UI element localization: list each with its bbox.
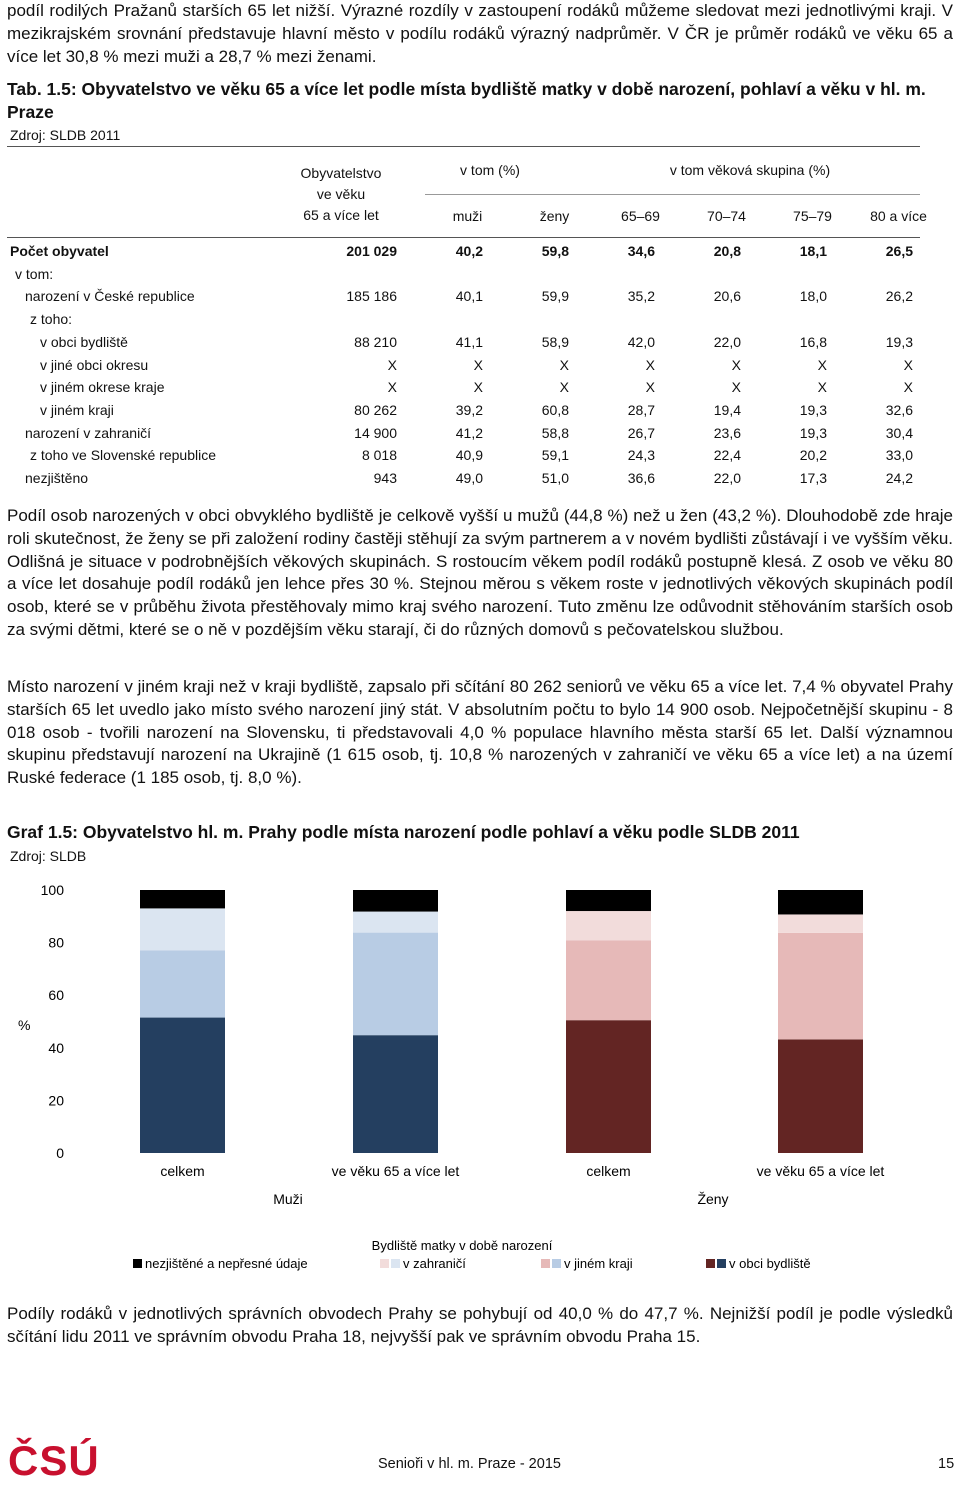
- table-cell: 42,0: [627, 333, 655, 350]
- bar-segment: [140, 1018, 225, 1153]
- legend-title: Bydliště matky v době narození: [371, 1238, 553, 1253]
- table-row-label: Počet obyvatel: [10, 243, 109, 259]
- table-cell: 40,1: [455, 288, 483, 305]
- table-cell: 14 900: [354, 424, 397, 441]
- table-cell: X: [559, 356, 569, 373]
- x-category-label: celkem: [586, 1163, 631, 1179]
- table-cell: 40,9: [455, 447, 483, 464]
- table-cell: 22,4: [713, 447, 741, 464]
- table-cell: 33,0: [885, 447, 913, 464]
- chart-source: Zdroj: SLDB: [10, 848, 87, 864]
- table-cell: 19,3: [799, 401, 827, 418]
- table-row-label: v jiné obci okresu: [40, 356, 149, 373]
- table-cell: 36,6: [627, 470, 655, 486]
- column-header: ženy: [539, 208, 570, 224]
- table-cell: 8 018: [361, 447, 397, 464]
- table-row-label: z toho:: [30, 311, 73, 328]
- table-cell: 18,0: [799, 288, 827, 305]
- table-cell: 19,3: [885, 333, 913, 350]
- bar-segment: [353, 912, 438, 933]
- table-cell: 35,2: [627, 288, 655, 305]
- table-row-label: v obci bydliště: [40, 333, 128, 350]
- bar-segment: [778, 933, 863, 1040]
- table-header-rule: [425, 194, 920, 195]
- legend-swatch: [391, 1259, 400, 1268]
- x-category-label: ve věku 65 a více let: [756, 1163, 885, 1179]
- intro-paragraph: podíl rodilých Pražanů starších 65 let nižší. Výrazné rozdíly v zastoupení rodáků můžeme sledovat mezi jednotlivými kraji. V mezikrajském srovnání představuje hlavní město v podílu rodáků výrazný nadprůměr. V ČR je průměr rodáků ve věku 65 a více let 30,8 % mezi muži a 28,7 % mezi ženami.: [7, 1, 953, 66]
- column-header: 80 a více: [870, 208, 927, 224]
- table-cell: 28,7: [627, 401, 655, 418]
- y-tick-label: 60: [48, 987, 64, 1004]
- table-cell: 34,6: [627, 243, 655, 259]
- table-cell: 20,2: [799, 447, 827, 464]
- table-cell: X: [473, 356, 483, 373]
- table-cell: 59,1: [541, 447, 569, 464]
- table-cell: 20,8: [713, 243, 741, 259]
- bar-segment: [353, 1035, 438, 1153]
- y-tick-label: 0: [56, 1145, 64, 1161]
- table-row-label: narození v České republice: [25, 288, 195, 305]
- stacked-bar-chart: [0, 870, 960, 1280]
- table-cell: 59,8: [541, 243, 569, 259]
- table-cell: X: [559, 379, 569, 396]
- y-tick-label: 80: [48, 934, 64, 951]
- table-cell: 49,0: [455, 470, 483, 486]
- bar-segment: [353, 890, 438, 912]
- table-cell: 185 186: [346, 288, 397, 305]
- table-row-label: v tom:: [15, 265, 54, 282]
- table-row-label: nezjištěno: [25, 470, 89, 486]
- chart-caption: Graf 1.5: Obyvatelstvo hl. m. Prahy podle místa narození podle pohlaví a věku podle SLDB 2011: [7, 822, 800, 842]
- legend-label: v jiném kraji: [564, 1256, 633, 1271]
- table-cell: X: [473, 379, 483, 396]
- table-cell: 23,6: [713, 424, 741, 441]
- y-tick-label: 100: [40, 882, 64, 898]
- table-top-rule: [7, 146, 920, 147]
- footer-title: Senioři v hl. m. Praze - 2015: [378, 1456, 561, 1472]
- bar-segment: [566, 890, 651, 911]
- table-cell: 17,3: [799, 470, 827, 486]
- header-group-sex: v tom (%): [460, 162, 520, 178]
- column-header: 75–79: [793, 208, 832, 224]
- table-cell: X: [387, 379, 397, 396]
- table-cell: 24,2: [885, 470, 913, 486]
- table-cell: 51,0: [541, 470, 569, 486]
- bar-segment: [566, 940, 651, 1020]
- legend-swatch: [706, 1259, 715, 1268]
- legend-label: v obci bydliště: [729, 1256, 811, 1271]
- table-cell: 41,2: [455, 424, 483, 441]
- legend-swatch: [133, 1259, 142, 1268]
- bar-segment: [778, 1039, 863, 1153]
- y-axis-label: %: [18, 1017, 31, 1033]
- table-row-label: v jiném okrese kraje: [40, 379, 165, 396]
- table-cell: 16,8: [799, 333, 827, 350]
- y-tick-label: 40: [48, 1039, 64, 1056]
- table-cell: 943: [373, 470, 397, 486]
- x-category-label: ve věku 65 a více let: [331, 1163, 460, 1179]
- header-total: Obyvatelstvo ve věku 65 a více let: [300, 165, 382, 223]
- header-group-age: v tom věková skupina (%): [669, 162, 831, 178]
- table-cell: X: [817, 356, 827, 373]
- table-row-label: narození v zahraničí: [25, 424, 152, 441]
- table-cell: 19,4: [713, 401, 741, 418]
- table-cell: 22,0: [713, 470, 741, 486]
- legend-swatch: [380, 1259, 389, 1268]
- bar-segment: [353, 933, 438, 1036]
- table-cell: 32,6: [885, 401, 913, 418]
- bar-segment: [140, 890, 225, 908]
- x-group-label: Ženy: [697, 1191, 729, 1207]
- table-cell: 24,3: [627, 447, 655, 464]
- page-number: 15: [938, 1456, 955, 1472]
- legend-swatch: [552, 1259, 561, 1268]
- legend-swatch: [717, 1259, 726, 1268]
- table-header-bottom-rule: [7, 237, 920, 238]
- table-cell: X: [817, 379, 827, 396]
- bar-segment: [566, 1020, 651, 1153]
- table-cell: X: [731, 356, 741, 373]
- legend-label: nezjištěné a nepřesné údaje: [145, 1256, 308, 1271]
- csu-logo: ČSÚ: [8, 1437, 100, 1484]
- table-cell: 26,2: [885, 288, 913, 305]
- table-cell: 26,7: [627, 424, 655, 441]
- legend-swatch: [541, 1259, 550, 1268]
- table-cell: X: [731, 379, 741, 396]
- table-cell: 41,1: [455, 333, 483, 350]
- table-cell: 58,8: [541, 424, 569, 441]
- table-cell: 26,5: [885, 243, 913, 259]
- table-row-label: v jiném kraji: [40, 401, 114, 418]
- table-cell: 19,3: [799, 424, 827, 441]
- bar-segment: [778, 914, 863, 932]
- column-header: muži: [452, 208, 483, 224]
- y-tick-label: 20: [48, 1092, 64, 1109]
- bar-segment: [140, 950, 225, 1017]
- bar-segment: [566, 911, 651, 940]
- paragraph-4: Podíly rodáků v jednotlivých správních obvodech Prahy se pohybují od 40,0 % do 47,7 %. Nejnižší podíl je podle výsledků sčítání lidu 2011 ve správním obvodu Praha 18, nejvyšší pak ve správním obvodu Praha 15.: [7, 1304, 953, 1346]
- column-header: 70–74: [707, 208, 746, 224]
- table-cell: 22,0: [713, 333, 741, 350]
- table-cell: X: [645, 379, 655, 396]
- table-cell: 18,1: [799, 243, 827, 259]
- table-cell: 40,2: [455, 243, 483, 259]
- table-cell: 88 210: [354, 333, 397, 350]
- table-cell: X: [387, 356, 397, 373]
- x-group-label: Muži: [273, 1191, 303, 1207]
- table-cell: X: [903, 379, 913, 396]
- paragraph-3: Místo narození v jiném kraji než v kraji bydliště, zapsalo při sčítání 80 262 seniorů ve věku 65 a více let. 7,4 % obyvatel Prahy starších 65 let uvedlo jako místo svého narození jiný stát. V absolutním počtu to bylo 14 900 osob. Nejpočetnější skupinu - 8 018 osob - tvořili narození na Slovensku, ti představovali 4,0 % populace hlavního města starší 65 let. Další významnou skupinu představují narození na Ukrajině (1 615 osob, tj. 10,8 % narozených v zahraničí ve věku 65 a více let) a na území Ruské federace (1 185 osob, tj. 8,0 %).: [7, 677, 953, 788]
- table-cell: X: [903, 356, 913, 373]
- table-cell: 58,9: [541, 333, 569, 350]
- bar-segment: [778, 890, 863, 914]
- table-cell: 201 029: [346, 243, 397, 259]
- legend-label: v zahraničí: [403, 1256, 466, 1271]
- table-cell: X: [645, 356, 655, 373]
- table-cell: 59,9: [541, 288, 569, 305]
- table-cell: 80 262: [354, 401, 397, 418]
- table-cell: 20,6: [713, 288, 741, 305]
- paragraph-2: Podíl osob narozených v obci obvyklého bydliště je celkově vyšší u mužů (44,8 %) než u žen (43,2 %). Dlouhodobě zde hraje roli skutečnost, že ženy se při založení rodiny častěji stěhují za svým partnerem a v novém bydlišti zůstávají i ve vyšším věku. Odlišná je situace v podrobnějších věkových skupinách. S rostoucím věkem podíl rodáků postupně klesá. Z osob ve věku 80 a více let dosahuje podíl rodáků jen lehce přes 30 %. Stejnou měrou s věkem roste v jednotlivých věkových skupinách podíl osob, které se v průběhu života přestěhovaly mimo kraj svého narození. Tuto změnu lze odůvodnit stěhováním starších osob za svými dětmi, které se o ně v pozdějším věku starají, či do různých domovů s pečovatelskou službou.: [7, 506, 953, 639]
- column-header: 65–69: [621, 208, 660, 224]
- table-row-label: z toho ve Slovenské republice: [30, 447, 216, 464]
- bar-segment: [140, 908, 225, 950]
- table-cell: 30,4: [885, 424, 913, 441]
- table-cell: 60,8: [541, 401, 569, 418]
- table-caption: Tab. 1.5: Obyvatelstvo ve věku 65 a více let podle místa bydliště matky v době narození, pohlaví a věku v hl. m. Praze: [7, 79, 926, 122]
- x-category-label: celkem: [160, 1163, 205, 1179]
- table-source: Zdroj: SLDB 2011: [10, 127, 121, 143]
- table-cell: 39,2: [455, 401, 483, 418]
